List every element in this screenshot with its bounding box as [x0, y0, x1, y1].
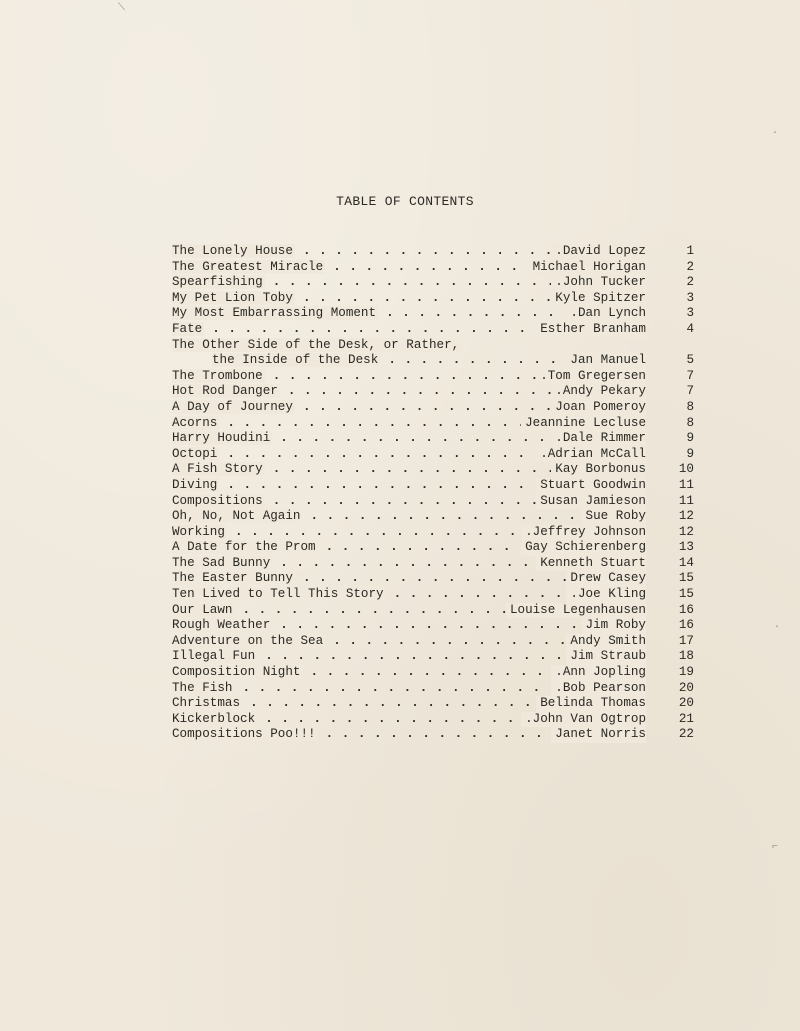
toc-entry [172, 556, 702, 572]
toc-entry [172, 322, 702, 338]
toc-entry-author: Belinda Thomas [536, 696, 646, 712]
toc-entry-page-number: 7 [686, 368, 694, 383]
toc-entry-title: the Inside of the Desk [212, 353, 379, 368]
toc-entry-author: .Ann Jopling [551, 665, 646, 681]
toc-entry-title: Hot Rod Danger [172, 384, 278, 399]
toc-entry-page-number: 11 [678, 493, 694, 508]
toc-entry-title: The Trombone [172, 368, 263, 383]
toc-entry-page-number: 19 [678, 665, 694, 680]
toc-entry-author: Kenneth Stuart [536, 556, 646, 572]
toc-entry-author: Kyle Spitzer [551, 291, 646, 307]
toc-entry-title: Ten Lived to Tell This Story [172, 587, 384, 602]
toc-entry [172, 525, 702, 541]
toc-entry-author: Jim Straub [566, 649, 646, 665]
toc-entry-page-number: 2 [686, 275, 694, 290]
toc-entry [172, 244, 702, 260]
toc-entry-title-line [172, 618, 646, 634]
toc-entry [172, 260, 702, 276]
toc-entry-author: .Bob Pearson [551, 681, 646, 697]
toc-entry [172, 571, 702, 587]
toc-entry-page-number: 11 [678, 477, 694, 492]
toc-entry-author: Jim Roby [582, 618, 646, 634]
toc-entry [172, 649, 702, 665]
toc-entry [172, 603, 702, 619]
toc-entry-author: Kay Borbonus [551, 462, 646, 478]
toc-entry-title: Our Lawn [172, 602, 233, 617]
paper-mark: ⌐ [772, 842, 779, 853]
toc-entry [172, 369, 702, 385]
toc-entry-title: Harry Houdini [172, 431, 271, 446]
toc-entry-title: The Greatest Miracle [172, 259, 324, 274]
toc-entry [172, 478, 702, 494]
toc-entry-author: Drew Casey [566, 571, 646, 587]
toc-entry [172, 509, 702, 525]
toc-entry-author: Susan Jamieson [536, 494, 646, 510]
toc-entry-page-number: 17 [678, 633, 694, 648]
toc-entry-author: Jan Manuel [566, 353, 646, 369]
toc-entry-author: Esther Branham [536, 322, 646, 338]
toc-entry-page-number: 16 [678, 618, 694, 633]
toc-entry-title: The Fish [172, 680, 233, 695]
toc-entry [172, 291, 702, 307]
toc-entry-title: The Sad Bunny [172, 555, 271, 570]
toc-entry-author: Stuart Goodwin [536, 478, 646, 494]
toc-entry [172, 275, 702, 291]
paper-mark: ⟍ [118, 3, 125, 14]
toc-entry-title: Illegal Fun [172, 649, 256, 664]
toc-entry-page-number: 21 [678, 711, 694, 726]
paper-mark: · [774, 622, 781, 633]
toc-entry-title: My Pet Lion Toby [172, 290, 293, 305]
toc-entry-title: Adventure on the Sea [172, 633, 324, 648]
toc-entry [172, 681, 702, 697]
toc-entry-author: Michael Horigan [529, 260, 646, 276]
toc-entry-page-number: 3 [686, 290, 694, 305]
toc-entry-author: Louise Legenhausen [506, 603, 646, 619]
toc-entry [172, 416, 702, 432]
toc-entry-author: Andy Smith [566, 634, 646, 650]
toc-entry-title: Octopi [172, 446, 218, 461]
toc-entry [172, 353, 702, 369]
toc-entry [172, 400, 702, 416]
toc-entry-page-number: 7 [686, 384, 694, 399]
toc-entry-page-number: 22 [678, 727, 694, 742]
toc-entry-author: .Adrian McCall [536, 447, 646, 463]
toc-entry-title: A Day of Journey [172, 399, 293, 414]
toc-entry-page-number: 3 [686, 306, 694, 321]
toc-entry-title: Compositions Poo!!! [172, 727, 316, 742]
toc-entry-author: .John Tucker [551, 275, 646, 291]
toc-entry-author: Janet Norris [551, 727, 646, 743]
toc-entry [172, 587, 702, 603]
toc-entry-page-number: 20 [678, 680, 694, 695]
toc-entry-page-number: 14 [678, 555, 694, 570]
toc-entry-page-number: 8 [686, 399, 694, 414]
toc-entry-title: The Easter Bunny [172, 571, 293, 586]
toc-entry-title: Kickerblock [172, 711, 256, 726]
toc-entry-author: .Joe Kling [566, 587, 646, 603]
toc-entry-title: My Most Embarrassing Moment [172, 306, 377, 321]
toc-entry-author: .Tom Gregersen [536, 369, 646, 385]
toc-entry-title: Oh, No, Not Again [172, 509, 301, 524]
toc-entry-page-number: 8 [686, 415, 694, 430]
toc-entry-title: Fate [172, 321, 203, 336]
toc-entry-title: Compositions [172, 493, 263, 508]
toc-entry-author: .Andy Pekary [551, 384, 646, 400]
toc-entry [172, 447, 702, 463]
toc-entry [172, 494, 702, 510]
toc-entry-page-number: 15 [678, 587, 694, 602]
toc-entry [172, 338, 702, 354]
toc-entry-title: Rough Weather [172, 618, 271, 633]
toc-entry-title: A Fish Story [172, 462, 263, 477]
toc-entry-author: .Jeffrey Johnson [521, 525, 646, 541]
toc-entry [172, 462, 702, 478]
toc-entry [172, 306, 702, 322]
toc-entry [172, 384, 702, 400]
toc-entry [172, 618, 702, 634]
toc-entry-page-number: 20 [678, 696, 694, 711]
toc-entry-title: Christmas [172, 696, 241, 711]
toc-entry-page-number: 12 [678, 509, 694, 524]
toc-entry-author: Sue Roby [582, 509, 646, 525]
toc-entry-page-number: 4 [686, 321, 694, 336]
toc-entry-title: Spearfishing [172, 275, 263, 290]
toc-entry-page-number: 9 [686, 446, 694, 461]
toc-entry-author: Joan Pomeroy [551, 400, 646, 416]
toc-entry [172, 540, 702, 556]
toc-entry-title: Acorns [172, 415, 218, 430]
toc-entry-page-number: 2 [686, 259, 694, 274]
toc-entry-author: .Dale Rimmer [551, 431, 646, 447]
toc-entry-page-number: 9 [686, 431, 694, 446]
paper-mark: · [772, 128, 779, 139]
table-of-contents [172, 244, 702, 743]
toc-entry-author: Jeannine Lecluse [521, 416, 646, 432]
toc-entry [172, 665, 702, 681]
toc-entry [172, 727, 702, 743]
toc-entry-page-number: 13 [678, 540, 694, 555]
toc-entry-title: Working [172, 524, 225, 539]
toc-entry-title: A Date for the Prom [172, 540, 316, 555]
toc-entry [172, 696, 702, 712]
page-title: TABLE OF CONTENTS [336, 194, 474, 209]
toc-entry-page-number: 18 [678, 649, 694, 664]
toc-entry [172, 634, 702, 650]
toc-entry-title: Diving [172, 477, 218, 492]
toc-entry-author: .Dan Lynch [566, 306, 646, 322]
toc-entry-title: The Other Side of the Desk, or Rather, [172, 337, 460, 352]
toc-entry-author: .John Van Ogtrop [521, 712, 646, 728]
toc-entry-title: The Lonely House [172, 244, 293, 258]
toc-entry-page-number: 16 [678, 602, 694, 617]
toc-entry [172, 712, 702, 728]
toc-entry-author: .David Lopez [551, 244, 646, 260]
toc-entry-page-number: 12 [678, 524, 694, 539]
toc-entry-page-number: 10 [678, 462, 694, 477]
toc-entry-author: Gay Schierenberg [521, 540, 646, 556]
toc-entry-page-number: 1 [686, 244, 694, 258]
toc-entry-page-number: 15 [678, 571, 694, 586]
toc-entry-title-line [172, 338, 646, 354]
toc-entry-title: Composition Night [172, 665, 301, 680]
toc-entry-title-line [172, 509, 646, 525]
toc-entry [172, 431, 702, 447]
toc-entry-page-number: 5 [686, 353, 694, 368]
